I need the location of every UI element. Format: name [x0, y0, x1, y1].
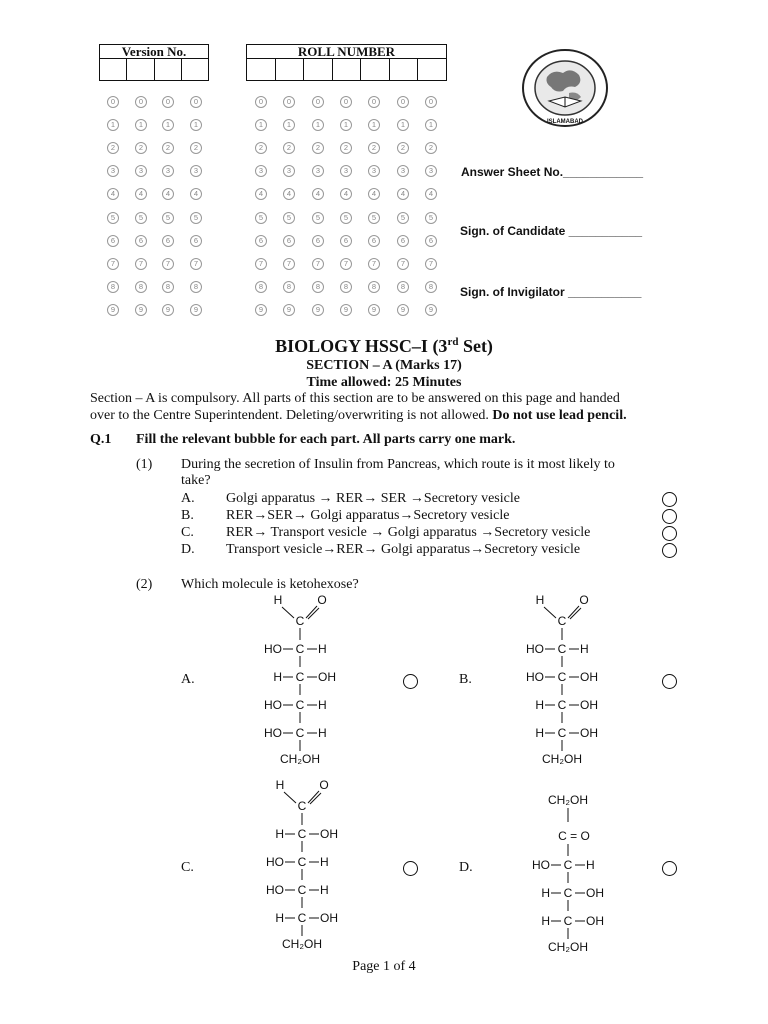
digit-bubble[interactable]: 5 [255, 212, 267, 224]
part1-option-c: C. [181, 525, 194, 540]
digit-bubble[interactable]: 8 [107, 281, 119, 293]
instructions [90, 390, 690, 424]
digit-bubble[interactable]: 8 [340, 281, 352, 293]
part1-option-d: D. [181, 542, 195, 557]
digit-bubble[interactable]: 1 [190, 119, 202, 131]
digit-bubble[interactable]: 6 [283, 235, 295, 247]
paper-title: BIOLOGY HSSC–I (3rd Set) [275, 336, 493, 356]
digit-bubble[interactable]: 2 [162, 142, 174, 154]
svg-text:OH: OH [580, 670, 598, 684]
roll-number-label: ROLL NUMBER [246, 44, 447, 59]
digit-bubble[interactable]: 7 [283, 258, 295, 270]
digit-bubble[interactable]: 6 [190, 235, 202, 247]
svg-text:HO: HO [266, 883, 284, 897]
digit-bubble[interactable]: 4 [368, 188, 380, 200]
svg-text:OH: OH [580, 726, 598, 740]
digit-bubble[interactable]: 6 [162, 235, 174, 247]
digit-bubble[interactable]: 4 [312, 188, 324, 200]
svg-text:C: C [297, 883, 307, 897]
page-number: Page 1 of 4 [352, 959, 416, 974]
digit-bubble[interactable]: 0 [340, 96, 352, 108]
svg-text:C: C [295, 670, 305, 684]
digit-bubble[interactable]: 7 [340, 258, 352, 270]
digit-bubble[interactable]: 0 [135, 96, 147, 108]
digit-bubble[interactable]: 4 [340, 188, 352, 200]
svg-text:H: H [580, 642, 589, 656]
svg-text:HO: HO [264, 698, 282, 712]
svg-text:C: C [297, 827, 307, 841]
digit-bubble[interactable]: 4 [107, 188, 119, 200]
svg-text:HO: HO [532, 858, 550, 872]
digit-bubble[interactable]: 8 [368, 281, 380, 293]
svg-text:C: C [295, 614, 305, 628]
candidate-signature[interactable]: Sign. of Candidate ___________ [460, 224, 643, 238]
digit-bubble[interactable]: 8 [255, 281, 267, 293]
svg-text:H: H [320, 855, 329, 869]
svg-text:H: H [275, 827, 284, 841]
svg-text:C = O: C = O [558, 829, 590, 843]
version-label: Version No. [99, 44, 209, 59]
digit-bubble[interactable]: 6 [135, 235, 147, 247]
digit-bubble[interactable]: 5 [135, 212, 147, 224]
digit-bubble[interactable]: 5 [190, 212, 202, 224]
digit-bubble[interactable]: 1 [397, 119, 409, 131]
digit-bubble[interactable]: 9 [425, 304, 437, 316]
digit-bubble[interactable]: 3 [368, 165, 380, 177]
digit-bubble[interactable]: 9 [255, 304, 267, 316]
digit-bubble[interactable]: 7 [397, 258, 409, 270]
part2-option-b-letter: B. [459, 672, 472, 687]
digit-bubble[interactable]: 2 [255, 142, 267, 154]
digit-bubble[interactable]: 3 [312, 165, 324, 177]
svg-text:C: C [557, 726, 567, 740]
svg-text:OH: OH [320, 911, 338, 925]
digit-bubble[interactable]: 5 [283, 212, 295, 224]
digit-bubble[interactable]: 3 [135, 165, 147, 177]
part2-option-b-bubble[interactable] [662, 674, 677, 689]
part1-option-b-bubble[interactable] [662, 509, 677, 524]
svg-text:H: H [320, 883, 329, 897]
part1-option-d-text: Transport vesicle→RER→ Golgi apparatus→Secretory vesicle [226, 542, 581, 557]
digit-bubble[interactable]: 2 [190, 142, 202, 154]
digit-bubble[interactable]: 7 [135, 258, 147, 270]
structure-option-c [252, 775, 362, 955]
digit-bubble[interactable]: 4 [283, 188, 295, 200]
digit-bubble[interactable]: 1 [107, 119, 119, 131]
digit-bubble[interactable]: 9 [162, 304, 174, 316]
svg-text:H: H [535, 698, 544, 712]
digit-bubble[interactable]: 7 [107, 258, 119, 270]
instructions-line-1: Section – A is compulsory. All parts of this section are to be answered on this page and handed [90, 391, 620, 406]
part2-option-c-letter: C. [181, 860, 194, 875]
structure-option-d [512, 790, 622, 955]
digit-bubble[interactable]: 2 [312, 142, 324, 154]
part2-option-c-bubble[interactable] [403, 861, 418, 876]
part1-option-c-text: RER→ Transport vesicle → Golgi apparatus →Secretory vesicle [226, 525, 591, 540]
part1-option-a: A. [181, 491, 195, 506]
digit-bubble[interactable]: 4 [135, 188, 147, 200]
part2-option-d-letter: D. [459, 860, 473, 875]
svg-text:H: H [318, 698, 327, 712]
digit-bubble[interactable]: 2 [340, 142, 352, 154]
svg-text:OH: OH [586, 914, 604, 928]
digit-bubble[interactable]: 1 [283, 119, 295, 131]
digit-bubble[interactable]: 0 [283, 96, 295, 108]
digit-bubble[interactable]: 7 [162, 258, 174, 270]
digit-bubble[interactable]: 9 [397, 304, 409, 316]
board-logo [517, 47, 613, 129]
digit-bubble[interactable]: 1 [162, 119, 174, 131]
svg-text:H: H [273, 670, 282, 684]
digit-bubble[interactable]: 6 [107, 235, 119, 247]
digit-bubble[interactable]: 1 [340, 119, 352, 131]
roll-number-box [246, 44, 447, 81]
svg-text:OH: OH [580, 698, 598, 712]
section-heading: SECTION – A (Marks 17) [306, 358, 462, 373]
version-cells[interactable] [99, 59, 209, 81]
digit-bubble[interactable]: 2 [135, 142, 147, 154]
svg-text:H: H [273, 593, 283, 607]
svg-text:H: H [541, 914, 550, 928]
svg-text:HO: HO [264, 642, 282, 656]
svg-text:CH₂OH: CH₂OH [282, 937, 322, 951]
svg-text:C: C [557, 698, 567, 712]
svg-text:C: C [297, 799, 307, 813]
svg-text:OH: OH [318, 670, 336, 684]
part1-option-a-bubble[interactable] [662, 492, 677, 507]
svg-text:ISLAMABAD: ISLAMABAD [547, 119, 583, 125]
part2-option-d-bubble[interactable] [662, 861, 677, 876]
part1-option-b: B. [181, 508, 194, 523]
svg-text:C: C [295, 642, 305, 656]
digit-bubble[interactable]: 0 [425, 96, 437, 108]
digit-bubble[interactable]: 1 [368, 119, 380, 131]
svg-text:H: H [318, 726, 327, 740]
svg-text:HO: HO [264, 726, 282, 740]
digit-bubble[interactable]: 2 [107, 142, 119, 154]
structure-option-b [512, 590, 622, 770]
svg-text:CH₂OH: CH₂OH [542, 752, 582, 766]
board-logo-icon [517, 47, 613, 129]
digit-bubble[interactable]: 6 [397, 235, 409, 247]
svg-text:H: H [318, 642, 327, 656]
svg-text:O: O [317, 593, 327, 607]
svg-text:C: C [295, 698, 305, 712]
digit-bubble[interactable]: 2 [283, 142, 295, 154]
digit-bubble[interactable]: 3 [340, 165, 352, 177]
digit-bubble[interactable]: 4 [397, 188, 409, 200]
svg-text:OH: OH [320, 827, 338, 841]
digit-bubble[interactable]: 0 [397, 96, 409, 108]
digit-bubble[interactable]: 5 [107, 212, 119, 224]
digit-bubble[interactable]: 8 [397, 281, 409, 293]
svg-text:C: C [297, 855, 307, 869]
part2-option-a-bubble[interactable] [403, 674, 418, 689]
digit-bubble[interactable]: 9 [135, 304, 147, 316]
digit-bubble[interactable]: 7 [368, 258, 380, 270]
digit-bubble[interactable]: 9 [368, 304, 380, 316]
digit-bubble[interactable]: 7 [255, 258, 267, 270]
q1-instruction: Fill the relevant bubble for each part. All parts carry one mark. [136, 432, 516, 447]
part1-option-c-bubble[interactable] [662, 526, 677, 541]
svg-text:HO: HO [266, 855, 284, 869]
digit-bubble[interactable]: 5 [397, 212, 409, 224]
svg-text:C: C [557, 670, 567, 684]
svg-text:C: C [563, 858, 573, 872]
digit-bubble[interactable]: 2 [425, 142, 437, 154]
digit-bubble[interactable]: 1 [135, 119, 147, 131]
digit-bubble[interactable]: 8 [162, 281, 174, 293]
digit-bubble[interactable]: 7 [190, 258, 202, 270]
digit-bubble[interactable]: 5 [425, 212, 437, 224]
digit-bubble[interactable]: 3 [255, 165, 267, 177]
part1-option-a-text: Golgi apparatus → RER→ SER →Secretory vesicle [226, 491, 520, 506]
digit-bubble[interactable]: 4 [162, 188, 174, 200]
digit-bubble[interactable]: 6 [340, 235, 352, 247]
digit-bubble[interactable]: 5 [162, 212, 174, 224]
svg-text:C: C [563, 886, 573, 900]
digit-bubble[interactable]: 0 [190, 96, 202, 108]
version-box [99, 44, 209, 81]
svg-text:H: H [535, 726, 544, 740]
answer-sheet-no[interactable]: Answer Sheet No.____________ [461, 165, 644, 179]
svg-text:HO: HO [526, 670, 544, 684]
digit-bubble[interactable]: 3 [283, 165, 295, 177]
digit-bubble[interactable]: 5 [340, 212, 352, 224]
svg-text:O: O [579, 593, 589, 607]
invigilator-signature[interactable]: Sign. of Invigilator ___________ [460, 285, 642, 299]
digit-bubble[interactable]: 6 [255, 235, 267, 247]
roll-number-cells[interactable] [246, 59, 447, 81]
digit-bubble[interactable]: 1 [255, 119, 267, 131]
digit-bubble[interactable]: 4 [425, 188, 437, 200]
svg-text:O: O [319, 778, 329, 792]
svg-text:H: H [541, 886, 550, 900]
digit-bubble[interactable]: 7 [312, 258, 324, 270]
digit-bubble[interactable]: 1 [425, 119, 437, 131]
part2-number: (2) [136, 577, 153, 592]
q1-number: Q.1 [90, 432, 112, 447]
structure-option-a [250, 590, 360, 770]
part2-option-a-letter: A. [181, 672, 195, 687]
digit-bubble[interactable]: 1 [312, 119, 324, 131]
part1-option-d-bubble[interactable] [662, 543, 677, 558]
svg-text:C: C [295, 726, 305, 740]
svg-text:HO: HO [526, 642, 544, 656]
svg-text:H: H [275, 911, 284, 925]
instructions-line-2: over to the Centre Superintendent. Deleting/overwriting is not allowed. Do not use lead pencil. [90, 408, 627, 423]
part1-number: (1) [136, 457, 153, 472]
digit-bubble[interactable]: 8 [135, 281, 147, 293]
digit-bubble[interactable]: 6 [368, 235, 380, 247]
digit-bubble[interactable]: 4 [255, 188, 267, 200]
digit-bubble[interactable]: 8 [283, 281, 295, 293]
svg-text:C: C [557, 642, 567, 656]
digit-bubble[interactable]: 7 [425, 258, 437, 270]
digit-bubble[interactable]: 9 [312, 304, 324, 316]
svg-text:H: H [586, 858, 595, 872]
digit-bubble[interactable]: 9 [340, 304, 352, 316]
digit-bubble[interactable]: 0 [312, 96, 324, 108]
digit-bubble[interactable]: 0 [107, 96, 119, 108]
svg-text:CH₂OH: CH₂OH [548, 793, 588, 807]
time-allowed: Time allowed: 25 Minutes [306, 375, 462, 390]
svg-text:CH₂OH: CH₂OH [548, 940, 588, 954]
digit-bubble[interactable]: 9 [283, 304, 295, 316]
digit-bubble[interactable]: 2 [397, 142, 409, 154]
digit-bubble[interactable]: 0 [162, 96, 174, 108]
digit-bubble[interactable]: 6 [425, 235, 437, 247]
part2-question: Which molecule is ketohexose? [181, 577, 359, 592]
digit-bubble[interactable]: 9 [190, 304, 202, 316]
digit-bubble[interactable]: 4 [190, 188, 202, 200]
svg-text:CH₂OH: CH₂OH [280, 752, 320, 766]
digit-bubble[interactable]: 5 [312, 212, 324, 224]
digit-bubble[interactable]: 3 [162, 165, 174, 177]
svg-text:H: H [275, 778, 285, 792]
svg-text:C: C [557, 614, 567, 628]
digit-bubble[interactable]: 3 [107, 165, 119, 177]
digit-bubble[interactable]: 0 [368, 96, 380, 108]
part1-option-b-text: RER→SER→ Golgi apparatus→Secretory vesicle [226, 508, 510, 523]
digit-bubble[interactable]: 6 [312, 235, 324, 247]
part1-question: During the secretion of Insulin from Pancreas, which route is it most likely to take? [181, 457, 615, 488]
digit-bubble[interactable]: 0 [255, 96, 267, 108]
digit-bubble[interactable]: 9 [107, 304, 119, 316]
svg-text:OH: OH [586, 886, 604, 900]
svg-text:C: C [297, 911, 307, 925]
svg-text:H: H [535, 593, 545, 607]
digit-bubble[interactable]: 3 [190, 165, 202, 177]
digit-bubble[interactable]: 8 [425, 281, 437, 293]
digit-bubble[interactable]: 2 [368, 142, 380, 154]
digit-bubble[interactable]: 8 [312, 281, 324, 293]
svg-text:C: C [563, 914, 573, 928]
digit-bubble[interactable]: 3 [425, 165, 437, 177]
digit-bubble[interactable]: 5 [368, 212, 380, 224]
digit-bubble[interactable]: 8 [190, 281, 202, 293]
digit-bubble[interactable]: 3 [397, 165, 409, 177]
